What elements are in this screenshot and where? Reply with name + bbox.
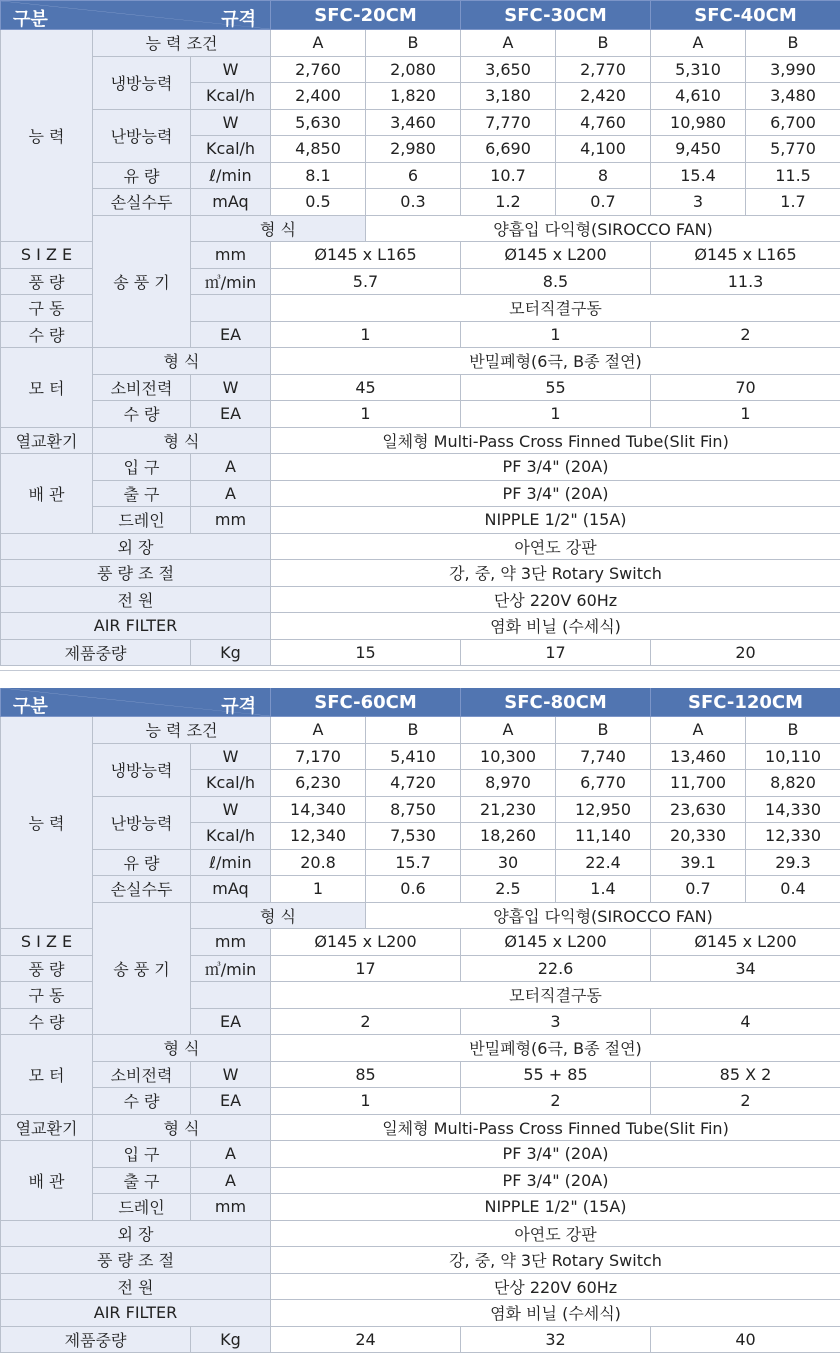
value-cell: PF 3/4" (20A) xyxy=(271,480,840,507)
unit-cell: mm xyxy=(191,507,271,534)
header-gyugyeok-label: 규격 xyxy=(221,696,257,717)
row-label: 풍 량 xyxy=(1,955,93,982)
unit-cell: A xyxy=(191,454,271,481)
table-row xyxy=(1,454,840,481)
value-cell: 11.3 xyxy=(651,268,840,295)
row-label: 형 식 xyxy=(191,215,366,242)
value-cell: 20 xyxy=(651,639,840,666)
value-cell: 22.4 xyxy=(556,849,651,876)
table-row xyxy=(1,1088,840,1115)
group-label: 배 관 xyxy=(1,454,93,534)
group-label: 송 풍 기 xyxy=(93,215,191,348)
value-cell: A xyxy=(461,717,556,744)
value-cell: 2,760 xyxy=(271,56,366,83)
table-row xyxy=(1,348,840,375)
unit-cell xyxy=(191,295,271,322)
value-cell: 7,530 xyxy=(366,823,461,850)
table-row xyxy=(1,533,840,560)
unit-cell: EA xyxy=(191,1008,271,1035)
unit-cell: ℓ/min xyxy=(191,849,271,876)
value-cell: 1 xyxy=(461,401,651,428)
row-label: 외 장 xyxy=(1,533,271,560)
value-cell: 32 xyxy=(461,1326,651,1353)
value-cell: 4,850 xyxy=(271,136,366,163)
table-row xyxy=(1,876,840,903)
table-row xyxy=(1,374,840,401)
value-cell: 10,110 xyxy=(746,743,840,770)
table-row xyxy=(1,1114,840,1141)
row-label: 형 식 xyxy=(93,348,271,375)
value-cell: 85 X 2 xyxy=(651,1061,840,1088)
value-cell: 양흡입 다익형(SIROCCO FAN) xyxy=(366,215,840,242)
table-row xyxy=(1,639,840,666)
table-row xyxy=(1,796,840,823)
row-label: 유 량 xyxy=(93,162,191,189)
value-cell: NIPPLE 1/2" (15A) xyxy=(271,507,840,534)
value-cell: 1.2 xyxy=(461,189,556,216)
value-cell: 14,340 xyxy=(271,796,366,823)
value-cell: B xyxy=(746,30,840,57)
unit-cell xyxy=(191,982,271,1009)
unit-cell: mAq xyxy=(191,189,271,216)
table-row xyxy=(1,1035,840,1062)
row-label: 난방능력 xyxy=(93,796,191,849)
value-cell: 4,720 xyxy=(366,770,461,797)
value-cell: 0.7 xyxy=(651,876,746,903)
table-row xyxy=(1,1273,840,1300)
row-label: 수 량 xyxy=(93,1088,191,1115)
value-cell: 9,450 xyxy=(651,136,746,163)
value-cell: 0.5 xyxy=(271,189,366,216)
row-label: 제품중량 xyxy=(1,1326,191,1353)
row-label: 구 동 xyxy=(1,982,93,1009)
value-cell: 강, 중, 약 3단 Rotary Switch xyxy=(271,1247,840,1274)
value-cell: 23,630 xyxy=(651,796,746,823)
row-label: 수 량 xyxy=(93,401,191,428)
value-cell: 0.3 xyxy=(366,189,461,216)
row-label: 난방능력 xyxy=(93,109,191,162)
value-cell: 1 xyxy=(271,401,461,428)
row-label: 풍 량 조 절 xyxy=(1,1247,271,1274)
value-cell: 3,180 xyxy=(461,83,556,110)
row-label: 수 량 xyxy=(1,321,93,348)
unit-cell: EA xyxy=(191,1088,271,1115)
model-header: SFC-60CM xyxy=(271,688,461,717)
row-label: 전 원 xyxy=(1,1273,271,1300)
unit-cell: EA xyxy=(191,321,271,348)
table-row xyxy=(1,480,840,507)
row-label: 입 구 xyxy=(93,454,191,481)
row-label: 구 동 xyxy=(1,295,93,322)
group-label: 송 풍 기 xyxy=(93,902,191,1035)
header-gubun-label: 구분 xyxy=(13,696,48,717)
row-label: 손실수두 xyxy=(93,876,191,903)
group-label: 모 터 xyxy=(1,348,93,428)
row-label: 능 력 조건 xyxy=(93,717,271,744)
row-label: 풍 량 xyxy=(1,268,93,295)
value-cell: 29.3 xyxy=(746,849,840,876)
value-cell: 1.4 xyxy=(556,876,651,903)
model-header: SFC-20CM xyxy=(271,1,461,30)
value-cell: 3,650 xyxy=(461,56,556,83)
value-cell: 일체형 Multi-Pass Cross Finned Tube(Slit Fin) xyxy=(271,427,840,454)
table-row xyxy=(1,215,840,242)
value-cell: 21,230 xyxy=(461,796,556,823)
spec-table xyxy=(0,687,840,1353)
table-row xyxy=(1,688,840,717)
row-label: 형 식 xyxy=(93,1035,271,1062)
table-row xyxy=(1,902,840,929)
unit-cell: mm xyxy=(191,1194,271,1221)
value-cell: 14,330 xyxy=(746,796,840,823)
value-cell: 3 xyxy=(651,189,746,216)
value-cell: 10.7 xyxy=(461,162,556,189)
value-cell: 6 xyxy=(366,162,461,189)
value-cell: A xyxy=(651,30,746,57)
model-header: SFC-120CM xyxy=(651,688,840,717)
value-cell: 3,460 xyxy=(366,109,461,136)
value-cell: 4,610 xyxy=(651,83,746,110)
table-row xyxy=(1,717,840,744)
unit-cell: Kcal/h xyxy=(191,136,271,163)
row-label: 출 구 xyxy=(93,1167,191,1194)
row-label: 능 력 조건 xyxy=(93,30,271,57)
table-row xyxy=(1,849,840,876)
model-header: SFC-80CM xyxy=(461,688,651,717)
unit-cell: Kcal/h xyxy=(191,770,271,797)
header-corner-cell xyxy=(1,688,271,717)
value-cell: 11,700 xyxy=(651,770,746,797)
table-row xyxy=(1,189,840,216)
value-cell: 1.7 xyxy=(746,189,840,216)
table-row xyxy=(1,401,840,428)
value-cell: 단상 220V 60Hz xyxy=(271,1273,840,1300)
value-cell: B xyxy=(556,30,651,57)
unit-cell: W xyxy=(191,374,271,401)
value-cell: 모터직결구동 xyxy=(271,295,840,322)
value-cell: 0.6 xyxy=(366,876,461,903)
value-cell: 1 xyxy=(461,321,651,348)
row-label: 소비전력 xyxy=(93,1061,191,1088)
group-label: 배 관 xyxy=(1,1141,93,1221)
group-label: 열교환기 xyxy=(1,427,93,454)
value-cell: 아연도 강판 xyxy=(271,1220,840,1247)
unit-cell: ℓ/min xyxy=(191,162,271,189)
group-label: 모 터 xyxy=(1,1035,93,1115)
value-cell: A xyxy=(271,30,366,57)
header-corner-cell xyxy=(1,1,271,30)
table-row xyxy=(1,1,840,30)
value-cell: 85 xyxy=(271,1061,461,1088)
row-label: 드레인 xyxy=(93,1194,191,1221)
value-cell: 20.8 xyxy=(271,849,366,876)
value-cell: 2,080 xyxy=(366,56,461,83)
value-cell: 반밀폐형(6극, B종 절연) xyxy=(271,1035,840,1062)
value-cell: Ø145 x L165 xyxy=(271,242,461,269)
table-separator xyxy=(0,670,840,688)
value-cell: 2.5 xyxy=(461,876,556,903)
unit-cell: mAq xyxy=(191,876,271,903)
group-label: 능 력 xyxy=(1,717,93,929)
value-cell: 5,630 xyxy=(271,109,366,136)
value-cell: 반밀폐형(6극, B종 절연) xyxy=(271,348,840,375)
table-row xyxy=(1,1300,840,1327)
table-row xyxy=(1,1247,840,1274)
value-cell: 5,310 xyxy=(651,56,746,83)
unit-cell: A xyxy=(191,480,271,507)
unit-cell: ㎥/min xyxy=(191,268,271,295)
value-cell: 8.1 xyxy=(271,162,366,189)
table-row xyxy=(1,162,840,189)
value-cell: Ø145 x L165 xyxy=(651,242,840,269)
value-cell: 45 xyxy=(271,374,461,401)
row-label: AIR FILTER xyxy=(1,613,271,640)
row-label: S I Z E xyxy=(1,929,93,956)
row-label: 냉방능력 xyxy=(93,56,191,109)
unit-cell: EA xyxy=(191,401,271,428)
unit-cell: mm xyxy=(191,929,271,956)
value-cell: 7,740 xyxy=(556,743,651,770)
table-row xyxy=(1,507,840,534)
group-label: 열교환기 xyxy=(1,1114,93,1141)
table-row xyxy=(1,30,840,57)
unit-cell: W xyxy=(191,56,271,83)
row-label: AIR FILTER xyxy=(1,1300,271,1327)
value-cell: 염화 비닐 (수세식) xyxy=(271,1300,840,1327)
value-cell: 2 xyxy=(271,1008,461,1035)
unit-cell: W xyxy=(191,743,271,770)
value-cell: 8,820 xyxy=(746,770,840,797)
value-cell: 3,990 xyxy=(746,56,840,83)
table-row xyxy=(1,1061,840,1088)
table-row xyxy=(1,427,840,454)
table-row xyxy=(1,56,840,83)
value-cell: 염화 비닐 (수세식) xyxy=(271,613,840,640)
value-cell: 4,100 xyxy=(556,136,651,163)
value-cell: 8,970 xyxy=(461,770,556,797)
value-cell: 12,950 xyxy=(556,796,651,823)
table-row xyxy=(1,586,840,613)
table-row xyxy=(1,1141,840,1168)
model-header: SFC-40CM xyxy=(651,1,840,30)
table-row xyxy=(1,560,840,587)
row-label: 냉방능력 xyxy=(93,743,191,796)
value-cell: A xyxy=(271,717,366,744)
value-cell: 5,410 xyxy=(366,743,461,770)
row-label: S I Z E xyxy=(1,242,93,269)
value-cell: 15.4 xyxy=(651,162,746,189)
value-cell: 0.4 xyxy=(746,876,840,903)
value-cell: Ø145 x L200 xyxy=(461,242,651,269)
value-cell: 8,750 xyxy=(366,796,461,823)
value-cell: 15.7 xyxy=(366,849,461,876)
value-cell: B xyxy=(556,717,651,744)
table-row xyxy=(1,1167,840,1194)
unit-cell: W xyxy=(191,109,271,136)
row-label: 출 구 xyxy=(93,480,191,507)
unit-cell: ㎥/min xyxy=(191,955,271,982)
value-cell: 10,300 xyxy=(461,743,556,770)
value-cell: 39.1 xyxy=(651,849,746,876)
value-cell: B xyxy=(366,30,461,57)
group-label: 능 력 xyxy=(1,30,93,242)
unit-cell: Kg xyxy=(191,1326,271,1353)
value-cell: 8 xyxy=(556,162,651,189)
table-row xyxy=(1,109,840,136)
row-label: 제품중량 xyxy=(1,639,191,666)
value-cell: 1,820 xyxy=(366,83,461,110)
value-cell: 22.6 xyxy=(461,955,651,982)
value-cell: 1 xyxy=(271,321,461,348)
value-cell: 12,340 xyxy=(271,823,366,850)
unit-cell: A xyxy=(191,1141,271,1168)
unit-cell: A xyxy=(191,1167,271,1194)
spec-table xyxy=(0,0,840,666)
value-cell: 2 xyxy=(651,321,840,348)
value-cell: 55 xyxy=(461,374,651,401)
row-label: 수 량 xyxy=(1,1008,93,1035)
row-label: 손실수두 xyxy=(93,189,191,216)
value-cell: 2 xyxy=(461,1088,651,1115)
header-gubun-label: 구분 xyxy=(13,9,48,30)
value-cell: 18,260 xyxy=(461,823,556,850)
row-label: 형 식 xyxy=(93,1114,271,1141)
value-cell: NIPPLE 1/2" (15A) xyxy=(271,1194,840,1221)
row-label: 풍 량 조 절 xyxy=(1,560,271,587)
value-cell: 10,980 xyxy=(651,109,746,136)
value-cell: 1 xyxy=(271,1088,461,1115)
model-header: SFC-30CM xyxy=(461,1,651,30)
value-cell: 양흡입 다익형(SIROCCO FAN) xyxy=(366,902,840,929)
value-cell: 7,770 xyxy=(461,109,556,136)
unit-cell: W xyxy=(191,796,271,823)
value-cell: 17 xyxy=(271,955,461,982)
value-cell: 11,140 xyxy=(556,823,651,850)
value-cell: 70 xyxy=(651,374,840,401)
unit-cell: Kg xyxy=(191,639,271,666)
value-cell: 6,230 xyxy=(271,770,366,797)
table-row xyxy=(1,613,840,640)
unit-cell: Kcal/h xyxy=(191,823,271,850)
value-cell: A xyxy=(651,717,746,744)
value-cell: 11.5 xyxy=(746,162,840,189)
header-gyugyeok-label: 규격 xyxy=(221,9,257,30)
row-label: 전 원 xyxy=(1,586,271,613)
value-cell: 30 xyxy=(461,849,556,876)
table-row xyxy=(1,1220,840,1247)
value-cell: PF 3/4" (20A) xyxy=(271,1167,840,1194)
row-label: 드레인 xyxy=(93,507,191,534)
value-cell: Ø145 x L200 xyxy=(461,929,651,956)
value-cell: 8.5 xyxy=(461,268,651,295)
value-cell: 13,460 xyxy=(651,743,746,770)
unit-cell: Kcal/h xyxy=(191,83,271,110)
value-cell: B xyxy=(366,717,461,744)
value-cell: 3 xyxy=(461,1008,651,1035)
value-cell: 0.7 xyxy=(556,189,651,216)
value-cell: 15 xyxy=(271,639,461,666)
value-cell: 2,770 xyxy=(556,56,651,83)
value-cell: 4 xyxy=(651,1008,840,1035)
value-cell: 2,420 xyxy=(556,83,651,110)
value-cell: 1 xyxy=(271,876,366,903)
value-cell: 2,400 xyxy=(271,83,366,110)
value-cell: 12,330 xyxy=(746,823,840,850)
value-cell: Ø145 x L200 xyxy=(271,929,461,956)
value-cell: 단상 220V 60Hz xyxy=(271,586,840,613)
value-cell: 40 xyxy=(651,1326,840,1353)
value-cell: A xyxy=(461,30,556,57)
value-cell: 모터직결구동 xyxy=(271,982,840,1009)
value-cell: 6,690 xyxy=(461,136,556,163)
value-cell: 24 xyxy=(271,1326,461,1353)
value-cell: 34 xyxy=(651,955,840,982)
value-cell: 3,480 xyxy=(746,83,840,110)
value-cell: 1 xyxy=(651,401,840,428)
value-cell: 아연도 강판 xyxy=(271,533,840,560)
value-cell: 강, 중, 약 3단 Rotary Switch xyxy=(271,560,840,587)
row-label: 소비전력 xyxy=(93,374,191,401)
value-cell: 6,770 xyxy=(556,770,651,797)
value-cell: 17 xyxy=(461,639,651,666)
value-cell: 2,980 xyxy=(366,136,461,163)
table-row xyxy=(1,1326,840,1353)
unit-cell: mm xyxy=(191,242,271,269)
row-label: 유 량 xyxy=(93,849,191,876)
value-cell: PF 3/4" (20A) xyxy=(271,1141,840,1168)
value-cell: B xyxy=(746,717,840,744)
row-label: 형 식 xyxy=(93,427,271,454)
value-cell: 55 + 85 xyxy=(461,1061,651,1088)
unit-cell: W xyxy=(191,1061,271,1088)
row-label: 외 장 xyxy=(1,1220,271,1247)
table-row xyxy=(1,743,840,770)
value-cell: PF 3/4" (20A) xyxy=(271,454,840,481)
value-cell: 4,760 xyxy=(556,109,651,136)
row-label: 입 구 xyxy=(93,1141,191,1168)
value-cell: 20,330 xyxy=(651,823,746,850)
value-cell: Ø145 x L200 xyxy=(651,929,840,956)
row-label: 형 식 xyxy=(191,902,366,929)
value-cell: 일체형 Multi-Pass Cross Finned Tube(Slit Fin) xyxy=(271,1114,840,1141)
value-cell: 5.7 xyxy=(271,268,461,295)
value-cell: 7,170 xyxy=(271,743,366,770)
value-cell: 6,700 xyxy=(746,109,840,136)
value-cell: 2 xyxy=(651,1088,840,1115)
value-cell: 5,770 xyxy=(746,136,840,163)
table-row xyxy=(1,1194,840,1221)
